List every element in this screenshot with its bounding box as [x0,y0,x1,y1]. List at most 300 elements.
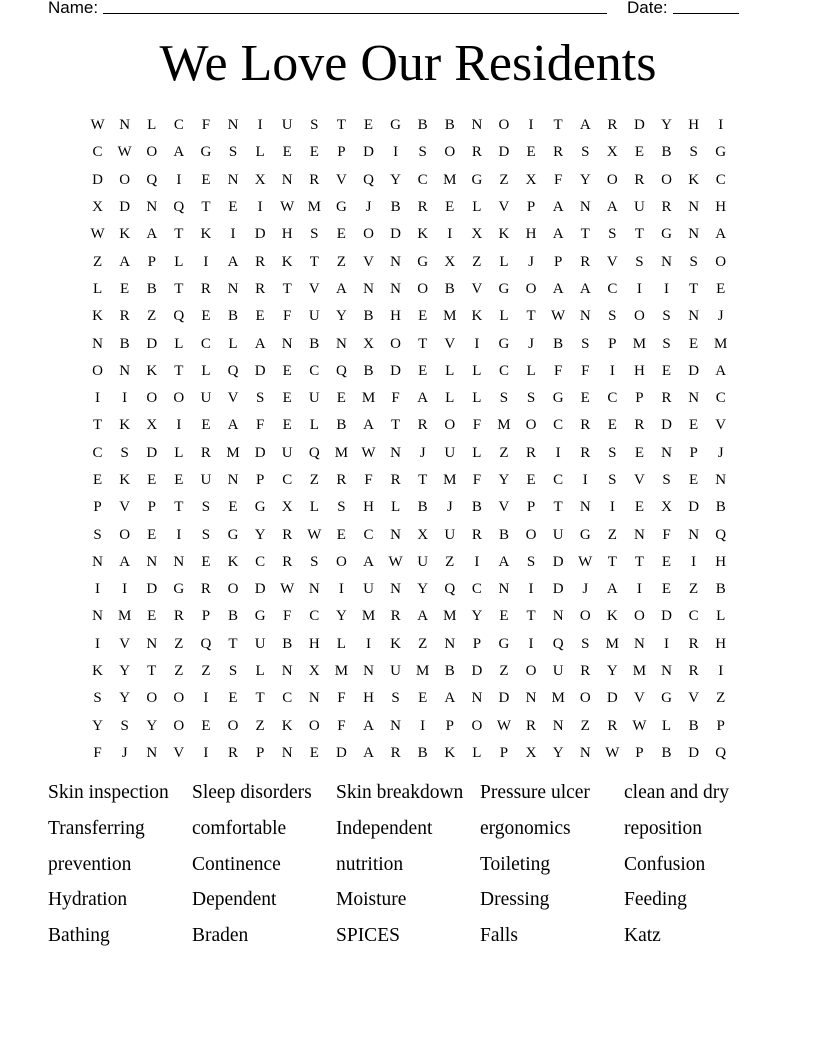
grid-letter: C [715,171,726,188]
grid-row [84,248,735,275]
grid-letter: E [282,417,292,434]
grid-letter: U [254,635,266,652]
grid-letter: A [146,226,158,243]
grid-letter: D [688,362,700,379]
grid-letter: Y [498,472,510,488]
word-list [48,775,778,954]
grid-letter: N [688,390,700,407]
grid-letter: E [689,472,699,488]
grid-letter: O [173,690,185,707]
grid-letter: N [390,717,401,734]
grid-letter: I [257,199,263,216]
grid-letter: M [497,417,511,434]
word-list-item: Skin inspection [48,782,169,803]
grid-letter: K [200,226,212,243]
grid-letter: Q [200,635,212,652]
grid-letter: V [173,744,185,761]
grid-letter: A [606,199,618,216]
grid-letter: N [579,308,591,325]
grid-letter: M [443,308,457,325]
grid-letter: K [498,226,510,243]
word-list-item: Independent [336,817,433,839]
grid-letter: V [119,499,131,516]
grid-letter: R [526,717,537,734]
word-list-item: comfortable [192,817,287,839]
grid-letter: T [174,226,184,243]
grid-letter: N [92,553,103,570]
grid-letter: U [200,472,212,488]
grid-letter: Y [417,581,429,598]
grid-letter: W [117,144,132,161]
grid-letter: S [608,472,617,488]
grid-letter: Q [715,526,727,543]
grid-letter: I [447,226,453,243]
grid-letter: Z [201,663,211,680]
grid-letter: O [525,663,537,680]
grid-letter: S [689,144,698,161]
grid-letter: S [608,308,617,325]
grid-letter: T [201,199,211,216]
grid-letter: S [120,444,129,461]
grid-letter: C [553,417,564,434]
grid-letter: O [335,553,347,570]
grid-letter: S [608,444,617,461]
grid-letter: A [579,280,591,297]
grid-letter: L [472,362,482,379]
grid-letter: T [418,335,428,352]
date-field[interactable] [673,13,739,14]
grid-letter: R [417,417,428,434]
grid-letter: N [634,635,645,652]
grid-letter: G [335,199,347,216]
grid-letter: I [555,444,561,461]
grid-letter: D [390,226,401,243]
grid-letter: E [228,499,238,516]
grid-row [84,521,735,548]
grid-letter: P [472,635,482,652]
grid-letter: Q [173,199,185,216]
grid-letter: N [688,308,700,325]
grid-letter: E [92,472,103,488]
grid-letter: X [525,744,537,761]
grid-letter: V [688,690,700,707]
grid-letter: B [417,499,428,516]
grid-letter: G [661,226,672,243]
grid-letter: U [390,663,401,680]
grid-letter: K [444,744,456,761]
grid-letter: Z [418,635,428,652]
grid-letter: I [122,390,128,407]
grid-letter: I [718,663,724,680]
grid-letter: R [119,308,130,325]
grid-letter: M [361,390,376,407]
grid-letter: B [444,117,455,134]
grid-letter: N [281,744,293,761]
grid-letter: B [282,635,293,652]
grid-letter: G [498,280,510,297]
grid-letter: T [553,499,563,516]
grid-letter: S [337,499,346,516]
grid-letter: E [282,144,292,161]
grid-letter: N [661,444,672,461]
grid-letter: I [393,144,399,161]
grid-letter: F [581,362,590,379]
grid-row [84,385,735,412]
grid-letter: H [715,553,727,570]
grid-letter: X [92,199,103,216]
grid-letter: V [715,417,727,434]
grid-letter: L [661,717,672,734]
grid-letter: T [255,690,265,707]
grid-letter: I [203,253,209,270]
grid-letter: E [634,444,644,461]
grid-letter: L [390,499,401,516]
grid-letter: K [227,553,239,570]
grid-letter: V [363,253,374,270]
grid-letter: N [390,444,401,461]
grid-letter: W [361,444,376,461]
grid-letter: O [173,717,185,734]
grid-letter: D [146,581,158,598]
grid-letter: N [525,690,537,707]
grid-letter: C [688,608,699,625]
grid-letter: A [498,553,510,570]
grid-letter: D [688,499,700,516]
grid-letter: I [718,117,724,134]
grid-letter: B [119,335,130,352]
grid-letter: V [498,199,510,216]
grid-letter: C [471,581,482,598]
grid-letter: O [227,581,239,598]
grid-letter: S [581,335,590,352]
grid-letter: Q [552,635,564,652]
grid-letter: G [471,171,483,188]
grid-letter: Z [336,253,346,270]
grid-letter: K [390,635,401,652]
grid-letter: I [636,280,642,297]
grid-letter: A [606,581,618,598]
grid-row [84,658,735,685]
grid-row [84,303,735,330]
grid-letter: N [227,171,239,188]
name-field[interactable] [103,13,607,14]
grid-letter: P [147,499,156,516]
grid-letter: T [526,308,536,325]
grid-letter: X [661,499,672,516]
grid-letter: S [526,390,536,407]
grid-letter: E [255,308,265,325]
grid-letter: B [390,199,401,216]
grid-letter: N [579,744,591,761]
grid-letter: R [580,253,591,270]
grid-letter: E [607,417,617,434]
grid-letter: I [582,472,588,488]
grid-letter: I [338,581,344,598]
grid-letter: N [661,253,672,270]
grid-letter: I [420,717,426,734]
grid-letter: E [418,308,428,325]
grid-letter: N [579,499,591,516]
grid-letter: R [607,717,618,734]
grid-letter: S [499,390,509,407]
grid-letter: B [228,608,239,625]
grid-letter: H [688,117,700,134]
grid-letter: T [282,280,292,297]
grid-letter: B [661,144,672,161]
grid-letter: J [717,444,724,461]
grid-letter: L [309,499,319,516]
grid-letter: O [363,226,374,243]
grid-letter: K [688,171,700,188]
grid-letter: G [661,690,672,707]
grid-row [84,631,735,658]
grid-letter: O [525,417,537,434]
grid-letter: D [254,226,266,243]
grid-letter: P [689,444,698,461]
grid-row [84,549,735,576]
grid-letter: U [308,308,320,325]
grid-letter: D [688,744,700,761]
grid-letter: T [174,499,184,516]
grid-letter: K [281,253,293,270]
grid-letter: G [173,581,185,598]
grid-letter: R [390,608,401,625]
grid-letter: R [553,144,564,161]
grid-letter: X [417,526,429,543]
grid-letter: S [93,526,102,543]
grid-letter: G [417,253,429,270]
grid-letter: D [254,444,266,461]
grid-letter: D [634,117,645,134]
grid-letter: O [146,144,158,161]
grid-letter: Z [716,690,726,707]
word-list-item: Continence [192,853,281,875]
grid-row [84,194,735,221]
grid-letter: R [634,171,645,188]
grid-letter: B [498,526,509,543]
grid-letter: N [498,581,510,598]
grid-letter: X [525,171,537,188]
grid-letter: P [147,253,156,270]
grid-letter: Q [308,444,320,461]
grid-letter: J [528,335,534,352]
grid-letter: I [474,553,480,570]
grid-letter: Z [472,253,482,270]
grid-letter: S [228,663,238,680]
grid-letter: B [688,717,699,734]
grid-letter: W [388,553,403,570]
grid-letter: B [228,308,239,325]
grid-letter: C [553,472,564,488]
grid-letter: N [444,635,456,652]
grid-letter: D [335,744,347,761]
grid-letter: W [578,553,593,570]
grid-letter: K [281,717,293,734]
grid-letter: M [334,663,349,680]
grid-letter: P [716,717,725,734]
grid-letter: Q [715,744,727,761]
grid-letter: M [443,472,457,488]
grid-letter: Y [146,717,158,734]
grid-letter: Y [119,663,131,680]
word-list-item: Skin breakdown [336,782,464,803]
grid-letter: E [228,690,238,707]
grid-letter: N [390,280,401,297]
grid-letter: T [634,226,644,243]
word-list-item: clean and dry [624,782,730,803]
grid-letter: L [499,308,509,325]
grid-letter: E [336,390,346,407]
grid-letter: L [526,362,536,379]
grid-letter: N [471,690,483,707]
grid-letter: A [119,253,131,270]
grid-letter: H [363,499,374,516]
grid-letter: Y [119,690,131,707]
grid-letter: E [228,199,238,216]
grid-letter: L [445,362,455,379]
grid-letter: Z [174,635,184,652]
word-list-item: Feeding [624,889,687,911]
grid-letter: U [417,553,429,570]
grid-letter: O [525,526,537,543]
grid-letter: C [607,280,618,297]
grid-letter: R [390,472,401,488]
grid-letter: D [119,199,131,216]
grid-letter: R [661,199,672,216]
grid-letter: S [201,499,211,516]
grid-letter: E [499,608,509,625]
word-list-item: SPICES [336,925,400,947]
grid-row [84,412,735,439]
grid-letter: M [714,335,728,352]
grid-letter: N [146,199,158,216]
grid-letter: O [119,526,131,543]
grid-letter: V [606,253,618,270]
grid-letter: G [715,144,727,161]
grid-row [84,467,735,494]
grid-letter: G [498,635,510,652]
grid-letter: E [336,526,346,543]
grid-letter: O [471,717,483,734]
grid-letter: Q [146,171,158,188]
grid-letter: L [228,335,238,352]
grid-letter: Z [499,171,509,188]
grid-letter: I [528,581,534,598]
grid-row [84,576,735,603]
grid-letter: B [146,280,157,297]
worksheet-header [48,0,748,20]
word-list-item: ergonomics [480,817,571,839]
grid-letter: N [688,199,700,216]
word-list-item: Katz [624,925,661,947]
grid-letter: P [93,499,102,516]
grid-letter: R [580,444,591,461]
grid-letter: P [526,199,536,216]
grid-letter: E [634,499,644,516]
grid-letter: I [203,744,209,761]
grid-letter: C [92,144,103,161]
grid-letter: J [528,253,534,270]
grid-letter: Z [580,717,590,734]
grid-letter: S [310,226,319,243]
grid-letter: U [363,581,374,598]
grid-letter: N [715,472,727,488]
grid-letter: F [472,472,482,488]
grid-letter: A [579,117,591,134]
grid-letter: B [715,581,726,598]
grid-letter: O [498,117,510,134]
grid-letter: N [688,526,700,543]
grid-letter: Z [499,663,509,680]
grid-letter: V [498,499,510,516]
grid-letter: X [146,417,158,434]
grid-letter: O [715,253,727,270]
grid-letter: K [606,608,618,625]
grid-letter: V [634,472,645,488]
grid-letter: N [363,280,374,297]
word-list-item: Braden [192,925,249,947]
grid-letter: Z [445,553,455,570]
grid-letter: O [606,171,618,188]
grid-letter: F [283,608,292,625]
grid-letter: I [609,362,615,379]
grid-letter: G [200,144,212,161]
grid-letter: T [228,635,238,652]
grid-letter: F [255,417,265,434]
grid-letter: I [664,280,670,297]
grid-letter: E [418,362,428,379]
grid-letter: O [390,335,401,352]
word-list-item: Toileting [480,853,551,875]
grid-letter: N [390,526,401,543]
grid-letter: F [391,390,400,407]
grid-letter: O [119,171,131,188]
grid-letter: Q [363,171,374,188]
grid-letter: W [496,717,512,734]
grid-letter: E [201,717,211,734]
grid-letter: E [661,362,672,379]
grid-letter: R [580,417,591,434]
grid-letter: C [282,690,293,707]
grid-letter: S [662,308,671,325]
grid-letter: R [634,417,645,434]
grid-letter: R [526,444,537,461]
grid-letter: E [201,308,211,325]
grid-letter: O [634,308,645,325]
grid-letter: E [580,390,590,407]
grid-letter: I [95,635,101,652]
grid-letter: M [361,608,376,625]
grid-letter: T [526,608,536,625]
word-search-grid [84,112,735,767]
grid-letter: T [418,472,428,488]
grid-letter: E [526,144,536,161]
grid-letter: D [498,144,510,161]
grid-letter: X [308,663,320,680]
grid-letter: P [337,144,346,161]
grid-letter: I [365,635,371,652]
grid-letter: N [552,717,564,734]
word-list-item: nutrition [336,853,404,875]
grid-letter: T [147,663,157,680]
grid-letter: S [581,144,590,161]
grid-letter: U [281,444,293,461]
grid-letter: C [607,390,618,407]
grid-letter: J [717,308,724,325]
grid-letter: X [444,253,456,270]
grid-letter: X [254,171,266,188]
grid-letter: Y [471,608,483,625]
